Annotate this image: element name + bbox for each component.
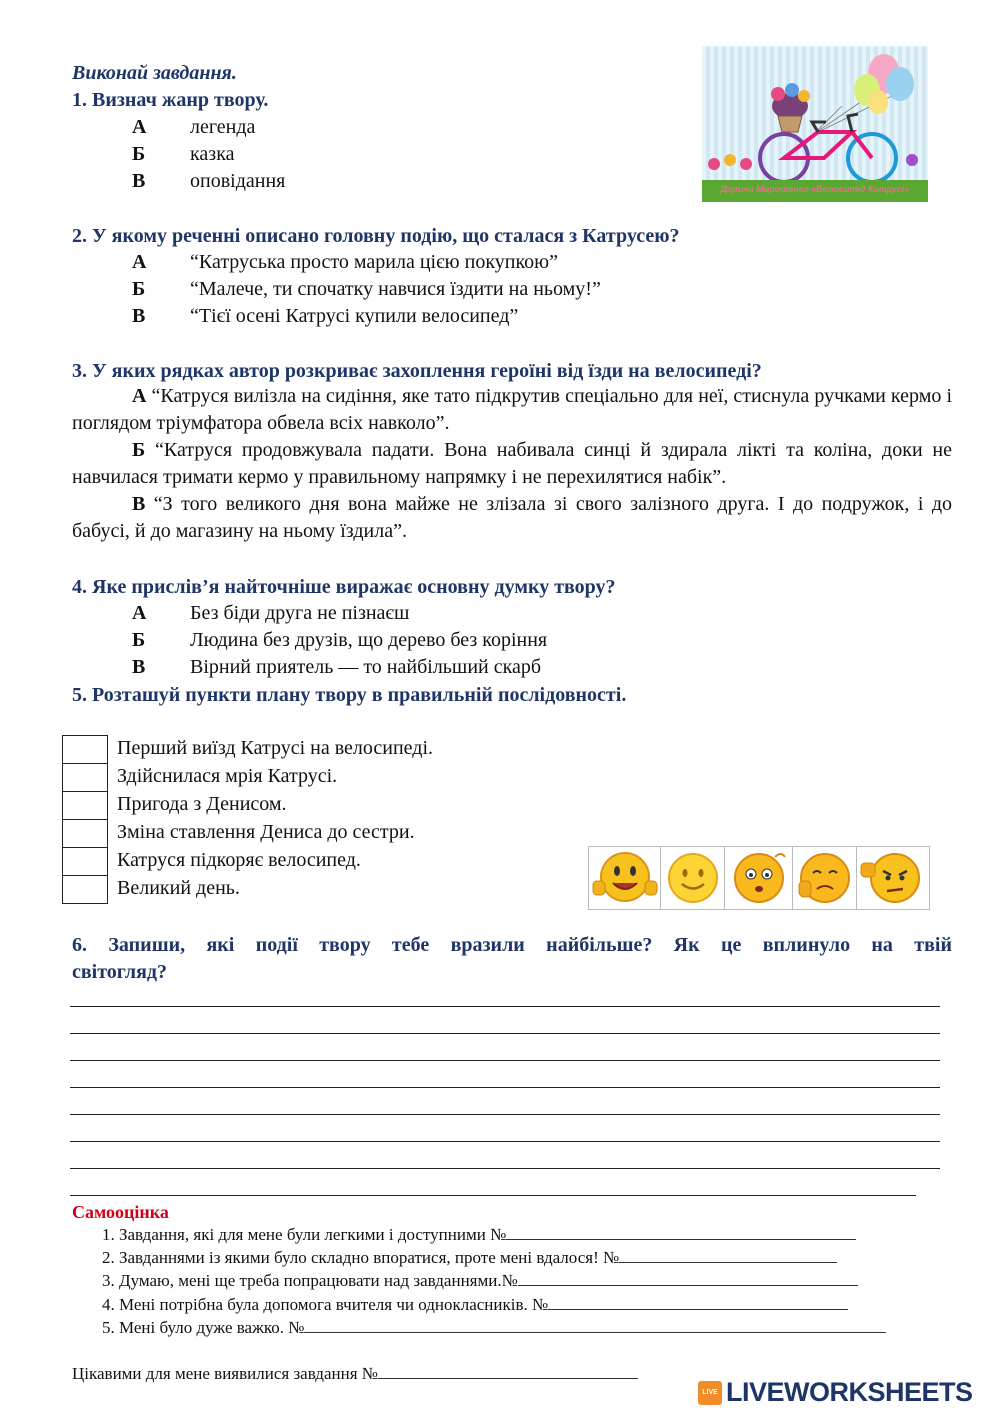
self-item [102,1225,952,1245]
question-1-title: 1. Визнач жанр твору. [72,89,269,111]
option-text: казка [190,143,235,165]
worried-face-icon[interactable] [792,846,858,910]
cover-title: «Велосипед Катрусі» [811,184,910,194]
option-letter: В [132,305,146,327]
option-a[interactable] [132,602,832,629]
book-cover-image [702,46,928,202]
option-c[interactable] [132,170,432,197]
option-b[interactable] [132,629,832,656]
option-c-paragraph[interactable] [72,491,952,545]
cover-author: Дарина Мирошенко [720,184,809,194]
plan-item: Катруся підкоряє велосипед. [117,849,361,871]
smiling-face-icon[interactable] [660,846,726,910]
answer-line[interactable] [70,1006,940,1007]
option-letter: А [132,602,147,624]
option-letter: Б [132,629,146,651]
question-6-title-line2: світогляд? [72,961,168,983]
order-input-box[interactable] [62,819,108,848]
option-letter: Б [132,143,146,165]
self-assessment-title: Самооцінка [72,1202,169,1222]
self-item-text: 4. Мені потрібна була допомога вчителя чи однокласників. № [102,1295,549,1314]
option-letter: В [132,170,146,192]
live-badge-icon: LIVE [698,1381,722,1405]
thumbs-down-face-icon[interactable] [856,846,930,910]
question-6-title-line1: 6. Запиши, які події твору тебе вразили найбільше? Як це вплинуло на твій [72,934,952,956]
confused-face-icon[interactable] [724,846,794,910]
order-input-box[interactable] [62,735,108,764]
option-text: легенда [190,116,256,138]
question-2-title: 2. У якому реченні описано головну подію, що сталася з Катрусею? [72,225,680,247]
option-text: “Малече, ти спочатку навчися їздити на ньому!” [190,278,601,300]
bicycle-illustration [702,46,928,202]
interesting-tasks-text: Цікавими для мене виявилися завдання № [72,1364,378,1383]
question-4-options [132,602,832,683]
option-letter: А [132,116,147,138]
order-input-box[interactable] [62,791,108,820]
self-item [102,1248,952,1268]
liveworksheets-brand: LIVEWORKSHEETS [726,1377,973,1407]
self-item-text: 1. Завдання, які для мене були легкими і доступними № [102,1225,507,1244]
option-a[interactable] [132,251,832,278]
self-item-answer-line[interactable] [619,1248,837,1263]
plan-item: Зміна ставлення Дениса до сестри. [117,821,415,843]
cover-caption [702,184,928,194]
option-letter: В [132,493,146,515]
self-item-answer-line[interactable] [548,1295,848,1310]
plan-item: Великий день. [117,877,240,899]
answer-line[interactable] [70,1087,940,1088]
interesting-tasks-answer-line[interactable] [378,1364,638,1379]
order-input-box[interactable] [62,847,108,876]
option-text: оповідання [190,170,286,192]
self-item [102,1271,952,1291]
option-text: Без біди друга не пізнаєш [190,602,410,624]
option-a-paragraph[interactable] [72,383,952,437]
answer-line[interactable] [70,1168,940,1169]
option-b[interactable] [132,143,432,170]
self-item-text: 3. Думаю, мені ще треба попрацювати над завданнями.№ [102,1271,518,1290]
option-a[interactable] [132,116,432,143]
option-letter: Б [132,439,146,461]
self-item [102,1318,952,1338]
answer-line[interactable] [70,1195,916,1196]
option-letter: А [132,385,147,407]
self-item-answer-line[interactable] [518,1271,858,1286]
plan-item: Перший виїзд Катрусі на велосипеді. [117,737,434,759]
answer-line[interactable] [70,1060,940,1061]
option-text: “Катруська просто марила цією покупкою” [190,251,558,273]
question-4-title: 4. Яке прислів’я найточніше виражає основну думку твору? [72,576,616,598]
interesting-tasks-line [72,1364,638,1384]
question-2-options [132,251,832,332]
option-text: Вірний приятель — то найбільший скарб [190,656,542,678]
question-3-title: 3. У яких рядках автор розкриває захоплення героїні від їзди на велосипеді? [72,360,762,382]
option-letter: Б [132,278,146,300]
self-item-text: 2. Завданнями із якими було складно впоратися, проте мені вдалося! № [102,1248,620,1267]
self-item-text: 5. Мені було дуже важко. № [102,1318,305,1337]
option-letter: В [132,656,146,678]
option-b-paragraph[interactable] [72,437,952,491]
option-text: “Катруся вилізла на сидіння, яке тато підкрутив спеціально для неї, стиснула ручками кермо і поглядом тріумфатора обвела всіх навколо”. [72,385,952,434]
option-c[interactable] [132,305,832,332]
intro-heading: Виконай завдання. [72,62,237,84]
option-text: “Катруся продовжувала падати. Вона набивала синці й здирала лікті та коліна, доки не навчилася тримати кермо у правильному напрямку і не перехилятися набік”. [72,439,953,488]
self-item-answer-line[interactable] [304,1318,886,1333]
option-text: Людина без друзів, що дерево без коріння [190,629,548,651]
self-item-answer-line[interactable] [506,1225,856,1240]
answer-line[interactable] [70,1114,940,1115]
option-letter: А [132,251,147,273]
question-6-title [72,932,952,986]
option-text: “Тієї осені Катрусі купили велосипед” [190,305,519,327]
order-input-box[interactable] [62,875,108,904]
plan-item: Здійснилася мрія Катрусі. [117,765,338,787]
order-input-box[interactable] [62,763,108,792]
question-1-options [132,116,432,197]
option-b[interactable] [132,278,832,305]
self-item [102,1295,952,1315]
plan-item: Пригода з Денисом. [117,793,287,815]
option-c[interactable] [132,656,832,683]
question-5-title: 5. Розташуй пункти плану твору в правильній послідовності. [72,684,627,706]
answer-line[interactable] [70,1141,940,1142]
answer-line[interactable] [70,1033,940,1034]
liveworksheets-logo [698,1377,994,1409]
option-text: “З того великого дня вона майже не злізала зі свого залізного друга. І до подружок, і до бабусі, й до магазину на ньому їздила”. [72,493,952,542]
thumbs-up-smiley-icon[interactable] [588,846,662,910]
